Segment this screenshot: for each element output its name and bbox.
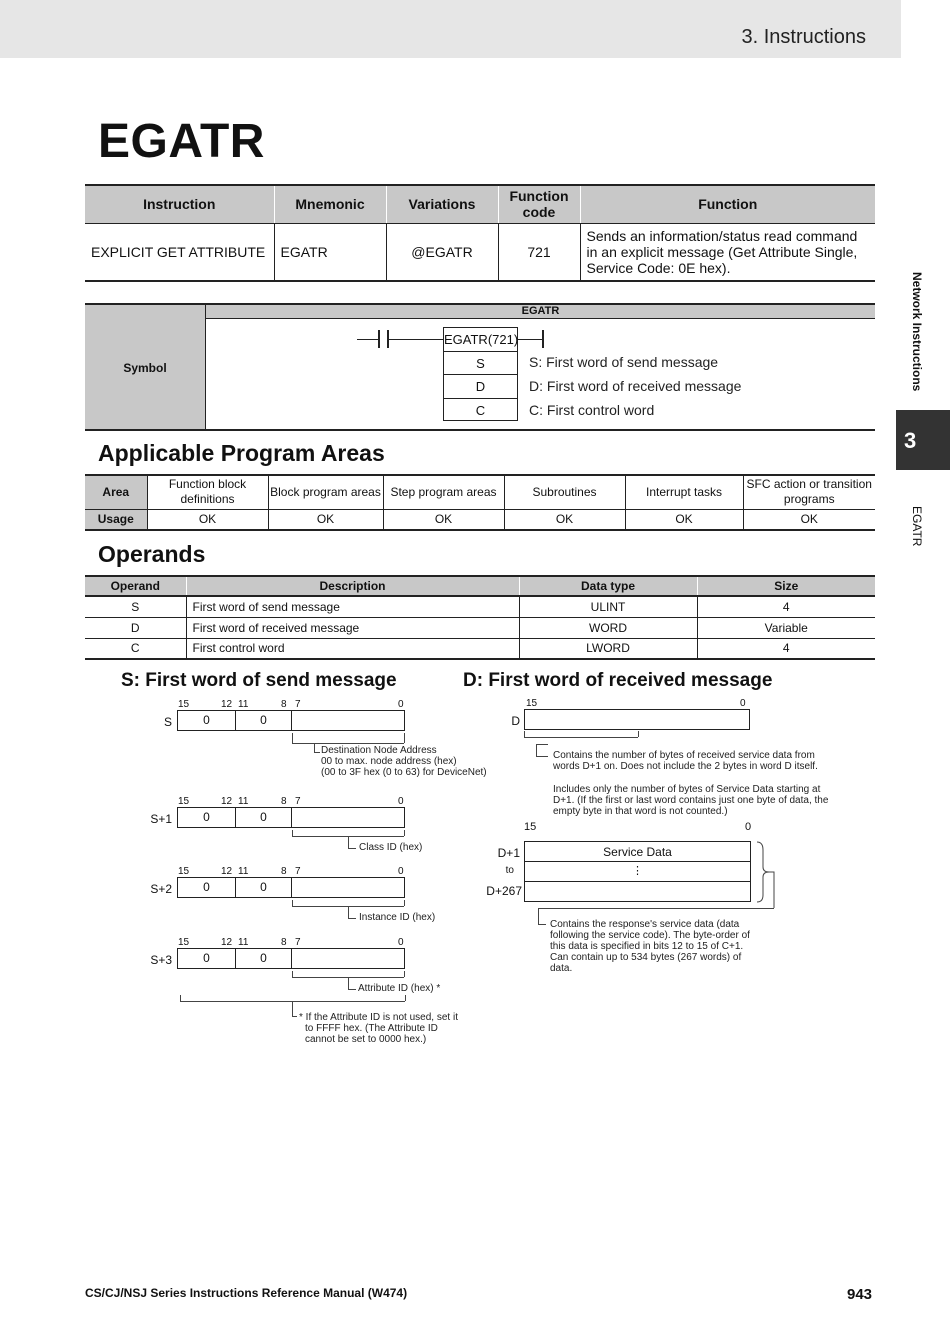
bracket [404, 830, 405, 836]
page-title: EGATR [98, 115, 265, 168]
word-label: S+2 [150, 882, 172, 896]
header-function-code: Function code [498, 185, 580, 223]
callout-line [348, 836, 349, 848]
chapter-title: 3. Instructions [741, 26, 866, 48]
function-block-operand: C [475, 402, 486, 418]
usage-cell: OK [147, 509, 268, 530]
symbol-operand-description: C: First control word [529, 402, 655, 418]
bit-label: 8 [281, 699, 287, 710]
bit-label: 7 [295, 866, 301, 877]
bit-label: 12 [221, 796, 233, 807]
service-data-box [524, 841, 751, 902]
usage-cell: OK [268, 509, 383, 530]
bit-label: 11 [238, 866, 249, 877]
bit-label: 8 [281, 937, 287, 948]
bit-label: 15 [526, 698, 538, 709]
bit-label: 15 [178, 699, 190, 710]
nibble-cell: 0 [178, 878, 236, 897]
table-row [85, 596, 875, 617]
word-label: S+1 [150, 812, 172, 826]
word-box [177, 877, 405, 898]
cell-function-code: 721 [498, 223, 580, 281]
send-note: Class ID (hex) [359, 842, 423, 853]
note-line: Contains the response's service data (data [550, 919, 740, 930]
cell-mnemonic: EGATR [274, 223, 386, 281]
bit-label: 0 [398, 699, 404, 710]
note-line: following the service code). The byte-order of [550, 930, 750, 941]
side-tab-chapter-number: 3 [896, 410, 950, 470]
operand-size: 4 [697, 596, 875, 617]
callout-line [538, 924, 546, 925]
bit-label: 11 [238, 796, 249, 807]
symbol-header: EGATR [205, 303, 875, 318]
right-brace [755, 840, 779, 910]
bit-label: 12 [221, 699, 233, 710]
nibble-cell: 0 [178, 808, 236, 827]
table-row [85, 638, 875, 659]
nibble-cell: 0 [178, 711, 236, 730]
callout-line [536, 744, 548, 745]
callout-line [348, 906, 349, 918]
bit-label: 11 [238, 937, 249, 948]
callout-line [348, 848, 356, 849]
send-footnote [299, 1012, 458, 1045]
send-note [321, 745, 487, 778]
note-line: Includes only the number of bytes of Service Data starting at [553, 784, 821, 795]
area-col: Subroutines [504, 475, 625, 509]
operand-data-type: LWORD [519, 638, 697, 659]
bit-label: 15 [178, 796, 190, 807]
note-line: cannot be set to 0000 hex.) [305, 1034, 427, 1045]
note-line: this data is specified in bits 12 to 15 of C+1. [550, 941, 744, 952]
callout-line [348, 918, 356, 919]
callout-line [314, 752, 320, 753]
note-line: (00 to 3F hex (0 to 63) for DeviceNet) [321, 767, 487, 778]
bit-label: 12 [221, 937, 233, 948]
recv-note-service [550, 919, 750, 974]
callout-line [538, 908, 774, 909]
note-line: to FFFF hex. (The Attribute ID [305, 1023, 438, 1034]
bit-label: 8 [281, 866, 287, 877]
section-heading-areas: Applicable Program Areas [98, 440, 385, 466]
ladder-rung-left [357, 339, 379, 340]
bit-label: 0 [398, 937, 404, 948]
nibble-cell: 0 [236, 808, 292, 827]
function-block-operand: D [444, 375, 517, 399]
note-line: * If the Attribute ID is not used, set it [299, 1012, 458, 1023]
last-row [525, 882, 750, 901]
cell-variations: @EGATR [386, 223, 498, 281]
bit-label: 0 [740, 698, 746, 709]
cell-function: Sends an information/status read command in an explicit message (Get Attribute Single, Service Code: 0E hex). [580, 223, 875, 281]
operand-data-type: WORD [519, 617, 697, 638]
note-line: Contains the number of bytes of received service data from [553, 750, 815, 761]
word-box [177, 948, 405, 969]
bit-label: 0 [398, 796, 404, 807]
bit-label: 8 [281, 796, 287, 807]
area-col: SFC action or transition programs [743, 475, 875, 509]
header-data-type: Data type [519, 576, 697, 596]
usage-cell: OK [625, 509, 743, 530]
bit-label: 12 [221, 866, 233, 877]
recv-diagram-heading: D: First word of received message [463, 670, 773, 691]
header-operand: Operand [85, 576, 186, 596]
operand-size: 4 [697, 638, 875, 659]
send-note: Instance ID (hex) [359, 912, 436, 923]
bit-label: 15 [178, 937, 190, 948]
bracket [404, 900, 405, 906]
bit-label: 7 [295, 937, 301, 948]
bit-label: 0 [745, 821, 752, 833]
callout-line [348, 989, 356, 990]
callout-line [538, 908, 539, 924]
table-row [85, 617, 875, 638]
callout-line [292, 1001, 293, 1016]
note-line: D+1. (If the first or last word contains just one byte of data, the [553, 795, 829, 806]
callout-line [536, 744, 537, 756]
divider [85, 429, 875, 431]
usage-cell: OK [743, 509, 875, 530]
nibble-cell: 0 [236, 711, 292, 730]
note-line: data. [550, 963, 573, 974]
header-variations: Variations [386, 185, 498, 223]
header-mnemonic: Mnemonic [274, 185, 386, 223]
note-line: words D+1 on. Does not include the 2 bytes in word D itself. [553, 761, 818, 772]
word-label: D+267 [486, 884, 522, 898]
bit-label: 7 [295, 796, 301, 807]
bit-label: 7 [295, 699, 301, 710]
symbol-operand-description: S: First word of send message [529, 354, 719, 370]
word-box-d [524, 709, 750, 730]
nibble-cell: 0 [236, 949, 292, 968]
function-block-title: EGATR(721) [444, 328, 517, 352]
ladder-rung-right [517, 339, 543, 340]
area-col: Function block definitions [147, 475, 268, 509]
usage-label: Usage [85, 509, 147, 530]
program-areas-table [85, 474, 875, 531]
word-label: D+1 [497, 846, 520, 860]
area-label: Area [85, 475, 147, 509]
word-label: to [505, 865, 514, 876]
bit-label: 11 [238, 699, 249, 710]
send-diagram-heading: S: First word of send message [121, 670, 397, 691]
operand-data-type: ULINT [519, 596, 697, 617]
operand-name: D [85, 617, 186, 638]
nibble-cell: 0 [178, 949, 236, 968]
bit-label: 15 [524, 821, 537, 833]
word-label: S [163, 715, 172, 729]
bracket [292, 743, 404, 744]
contact-left-bar [378, 330, 380, 348]
instruction-table [85, 184, 875, 282]
callout-line [292, 1016, 297, 1017]
word-label: D [511, 714, 520, 728]
service-data-label: Service Data [525, 842, 750, 862]
operand-name: S [85, 596, 186, 617]
usage-cell: OK [383, 509, 504, 530]
bit-label: 0 [398, 866, 404, 877]
header-size: Size [697, 576, 875, 596]
note-line: Destination Node Address [321, 745, 437, 756]
callout-line [536, 756, 548, 757]
side-tab-section: Network Instructions [910, 272, 924, 392]
page-number: 943 [847, 1286, 873, 1303]
header-description: Description [186, 576, 519, 596]
area-col: Step program areas [383, 475, 504, 509]
bracket [404, 733, 405, 743]
bracket [405, 995, 406, 1001]
word-label: S+3 [150, 953, 172, 967]
function-block [443, 327, 518, 421]
header-function: Function [580, 185, 875, 223]
send-note: Attribute ID (hex) * [358, 983, 441, 994]
bracket [404, 971, 405, 977]
section-heading-operands: Operands [98, 541, 206, 567]
word-box [177, 807, 405, 828]
ellipsis-row: ⋮ [525, 862, 750, 882]
symbol-label: Symbol [85, 303, 205, 430]
ladder-end-bar [542, 330, 544, 348]
recv-note [553, 750, 828, 817]
usage-cell: OK [504, 509, 625, 530]
symbol-operand-description: D: First word of received message [529, 378, 742, 394]
callout-line [348, 977, 349, 989]
word-box [177, 710, 405, 731]
bracket [292, 733, 293, 743]
operand-description: First word of send message [186, 596, 519, 617]
side-tab-instruction: EGATR [910, 506, 924, 547]
operand-size: Variable [697, 617, 875, 638]
bracket [638, 731, 639, 737]
operand-description: First control word [186, 638, 519, 659]
ladder-rung-mid [388, 339, 444, 340]
note-line: Can contain up to 534 bytes (267 words) of [550, 952, 742, 963]
note-line: empty byte in that word is not counted.) [553, 806, 728, 817]
footer-manual: CS/CJ/NSJ Series Instructions Reference Manual (W474) [85, 1286, 408, 1300]
function-block-operand: S [444, 352, 517, 376]
header-instruction: Instruction [85, 185, 274, 223]
cell-instruction: EXPLICIT GET ATTRIBUTE [85, 223, 274, 281]
area-col: Block program areas [268, 475, 383, 509]
operands-table [85, 575, 875, 660]
nibble-cell: 0 [236, 878, 292, 897]
note-line: 00 to max. node address (hex) [321, 756, 457, 767]
bracket [524, 737, 638, 738]
area-col: Interrupt tasks [625, 475, 743, 509]
bit-label: 15 [178, 866, 190, 877]
operand-description: First word of received message [186, 617, 519, 638]
operand-name: C [85, 638, 186, 659]
